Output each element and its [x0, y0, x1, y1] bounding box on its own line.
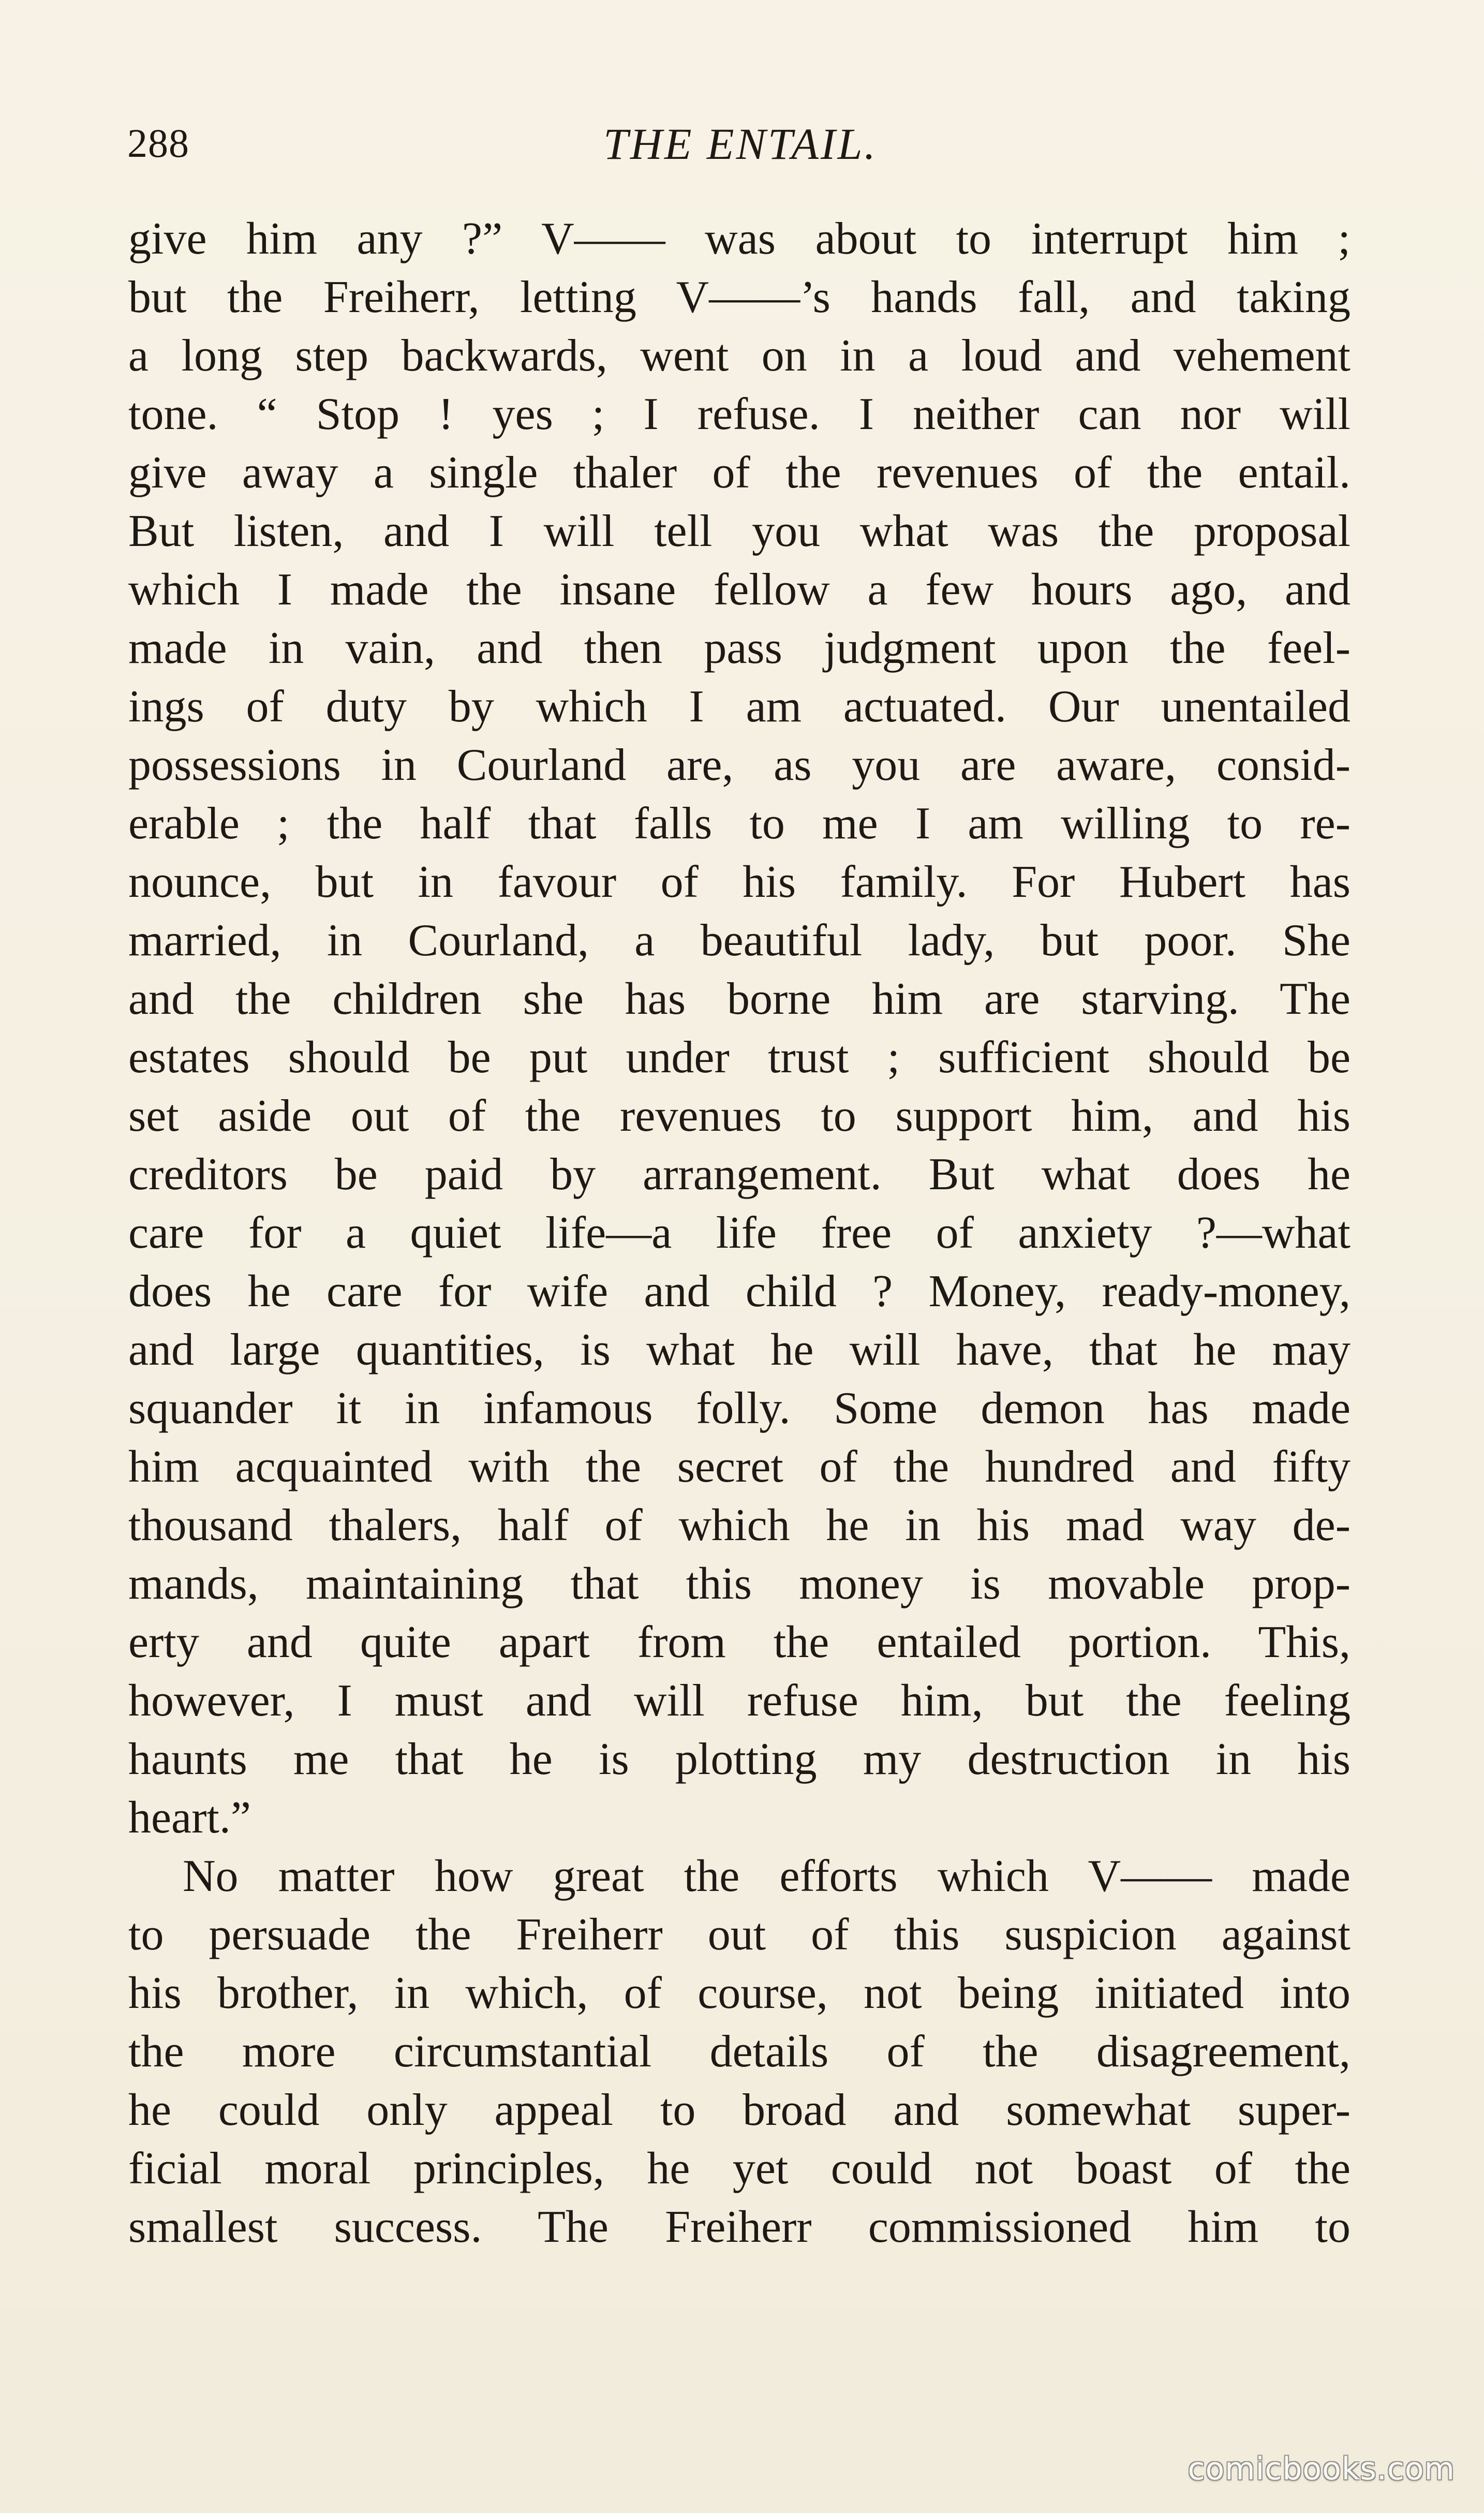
text-line: the more circumstantial details of the disagreement, — [128, 2027, 1351, 2077]
text-line: squander it in infamous folly. Some demon has made — [128, 1383, 1351, 1433]
text-line: which I made the insane fellow a few hours ago, and — [128, 565, 1351, 615]
text-line: and the children she has borne him are starving. The — [128, 974, 1351, 1024]
text-line: give him any ?” V—— was about to interrupt him ; — [128, 214, 1351, 264]
text-line: however, I must and will refuse him, but the feeling — [128, 1676, 1351, 1726]
watermark-logo: comicbooks.com — [1188, 2451, 1455, 2487]
text-line: but the Freiherr, letting V——’s hands fall, and taking — [128, 272, 1351, 322]
text-line: creditors be paid by arrangement. But what does he — [128, 1149, 1351, 1200]
text-line: heart.” — [128, 1793, 251, 1843]
text-line: a long step backwards, went on in a loud and vehement — [128, 331, 1351, 381]
text-line: give away a single thaler of the revenues of the entail. — [128, 448, 1351, 498]
text-line: does he care for wife and child ? Money, ready-money, — [128, 1266, 1351, 1317]
page-body-text — [128, 210, 1351, 2256]
text-line: haunts me that he is plotting my destruction in his — [128, 1734, 1351, 1784]
running-title: THE ENTAIL. — [603, 119, 878, 169]
text-line: and large quantities, is what he will have, that he may — [128, 1325, 1351, 1375]
text-line: nounce, but in favour of his family. For Hubert has — [128, 857, 1351, 907]
page-header — [127, 109, 1354, 176]
text-line: care for a quiet life—a life free of anxiety ?—what — [128, 1208, 1351, 1258]
text-line: estates should be put under trust ; sufficient should be — [128, 1032, 1351, 1083]
text-line: ficial moral principles, he yet could not boast of the — [128, 2144, 1351, 2194]
text-line: made in vain, and then pass judgment upon the feel- — [128, 623, 1351, 673]
page-number: 288 — [127, 121, 189, 166]
text-line: erable ; the half that falls to me I am willing to re- — [128, 799, 1351, 849]
text-line: tone. “ Stop ! yes ; I refuse. I neither can nor will — [128, 389, 1351, 439]
text-line: his brother, in which, of course, not being initiated into — [128, 1968, 1351, 2018]
text-line: set aside out of the revenues to support him, and his — [128, 1091, 1351, 1141]
text-line: No matter how great the efforts which V—— made — [183, 1851, 1351, 1901]
text-line: married, in Courland, a beautiful lady, but poor. She — [128, 915, 1351, 966]
text-line: erty and quite apart from the entailed portion. This, — [128, 1617, 1351, 1667]
text-line: to persuade the Freiherr out of this suspicion against — [128, 1910, 1351, 1960]
text-line: But listen, and I will tell you what was the proposal — [128, 506, 1351, 556]
text-line: smallest success. The Freiherr commissioned him to — [128, 2202, 1351, 2252]
text-line: ings of duty by which I am actuated. Our unentailed — [128, 682, 1351, 732]
text-line: mands, maintaining that this money is movable prop- — [128, 1559, 1351, 1609]
text-line: he could only appeal to broad and somewhat super- — [128, 2085, 1351, 2135]
text-line: possessions in Courland are, as you are aware, consid- — [128, 740, 1351, 790]
text-line: him acquainted with the secret of the hundred and fifty — [128, 1442, 1351, 1492]
text-line: thousand thalers, half of which he in his mad way de- — [128, 1500, 1351, 1550]
